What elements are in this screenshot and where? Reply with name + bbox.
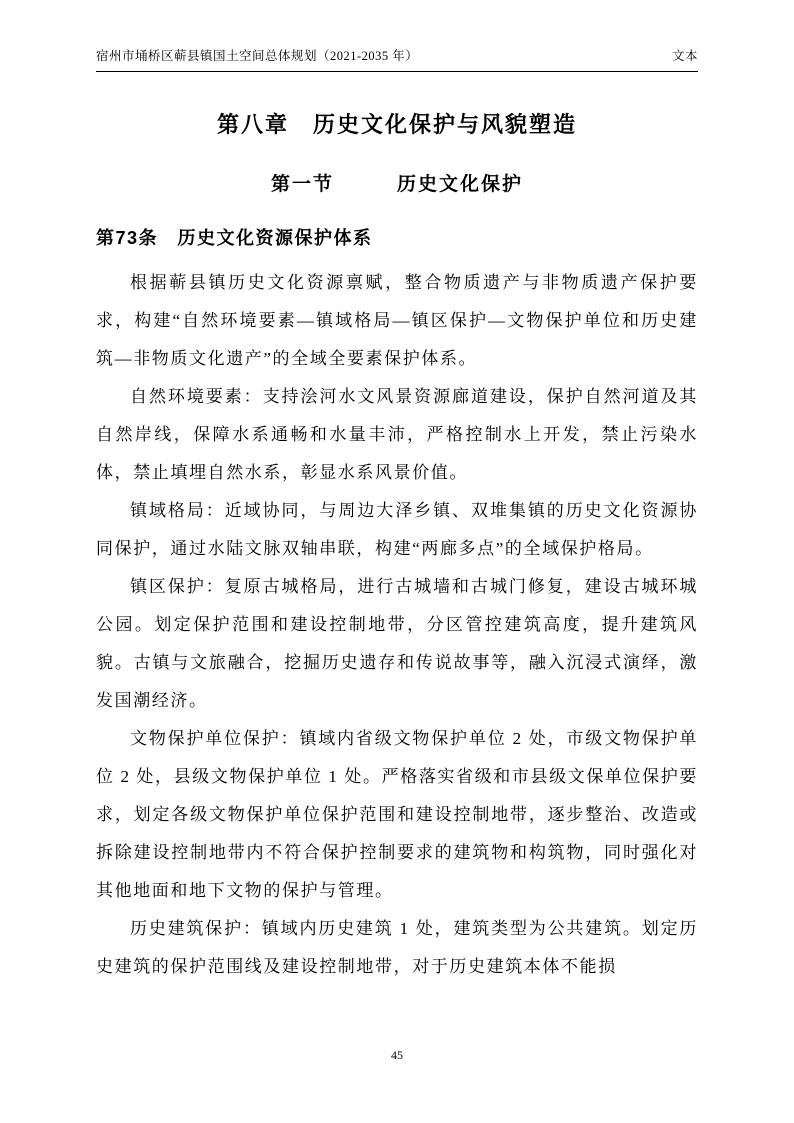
header-right-text: 文本 xyxy=(671,49,698,63)
header-left-text: 宿州市埇桥区蕲县镇国土空间总体规划（2021-2035 年） xyxy=(96,49,419,63)
paragraph-1: 根据蕲县镇历史文化资源禀赋，整合物质遗产与非物质遗产保护要求，构建“自然环境要素—镇域格局—镇区保护—文物保护单位和历史建筑—非物质文化遗产”的全域全要素保护体系。 xyxy=(96,273,698,368)
chapter-title: 第八章 历史文化保护与风貌塑造 xyxy=(216,112,577,137)
section-title: 第一节 历史文化保护 xyxy=(270,174,523,195)
paragraph-4: 镇区保护：复原古城格局，进行古城墙和古城门修复，建设古城环城公园。划定保护范围和建设控制地带，分区管控建筑高度，提升建筑风貌。古镇与文旅融合，挖掘历史遗存和传说故事等，融入沉浸式演绎，激发国潮经济。 xyxy=(96,577,698,710)
article-text xyxy=(96,264,698,986)
document-body xyxy=(96,108,698,986)
paragraph-6: 历史建筑保护：镇域内历史建筑 1 处，建筑类型为公共建筑。划定历史建筑的保护范围线及建设控制地带，对于历史建筑本体不能损 xyxy=(96,919,698,976)
paragraph-2: 自然环境要素：支持浍河水文风景资源廊道建设，保护自然河道及其自然岸线，保障水系通畅和水量丰沛，严格控制水上开发，禁止污染水体，禁止填埋自然水系，彰显水系风景价值。 xyxy=(96,387,698,482)
article-heading: 第73条 历史文化资源保护体系 xyxy=(96,228,373,248)
page-number: 45 xyxy=(391,1048,403,1062)
page-header xyxy=(96,46,698,72)
paragraph-5: 文物保护单位保护：镇域内省级文物保护单位 2 处，市级文物保护单位 2 处，县级文物保护单位 1 处。严格落实省级和市县级文保单位保护要求，划定各级文物保护单位保护范围和建设控制地带，逐步整治、改造或拆除建设控制地带内不符合保护控制要求的建筑物和构筑物，同时强化对其他地面和地下文物的保护与管理。 xyxy=(96,729,698,900)
page-footer xyxy=(0,1048,794,1063)
paragraph-3: 镇域格局：近域协同，与周边大泽乡镇、双堆集镇的历史文化资源协同保护，通过水陆文脉双轴串联，构建“两廊多点”的全域保护格局。 xyxy=(96,501,698,558)
